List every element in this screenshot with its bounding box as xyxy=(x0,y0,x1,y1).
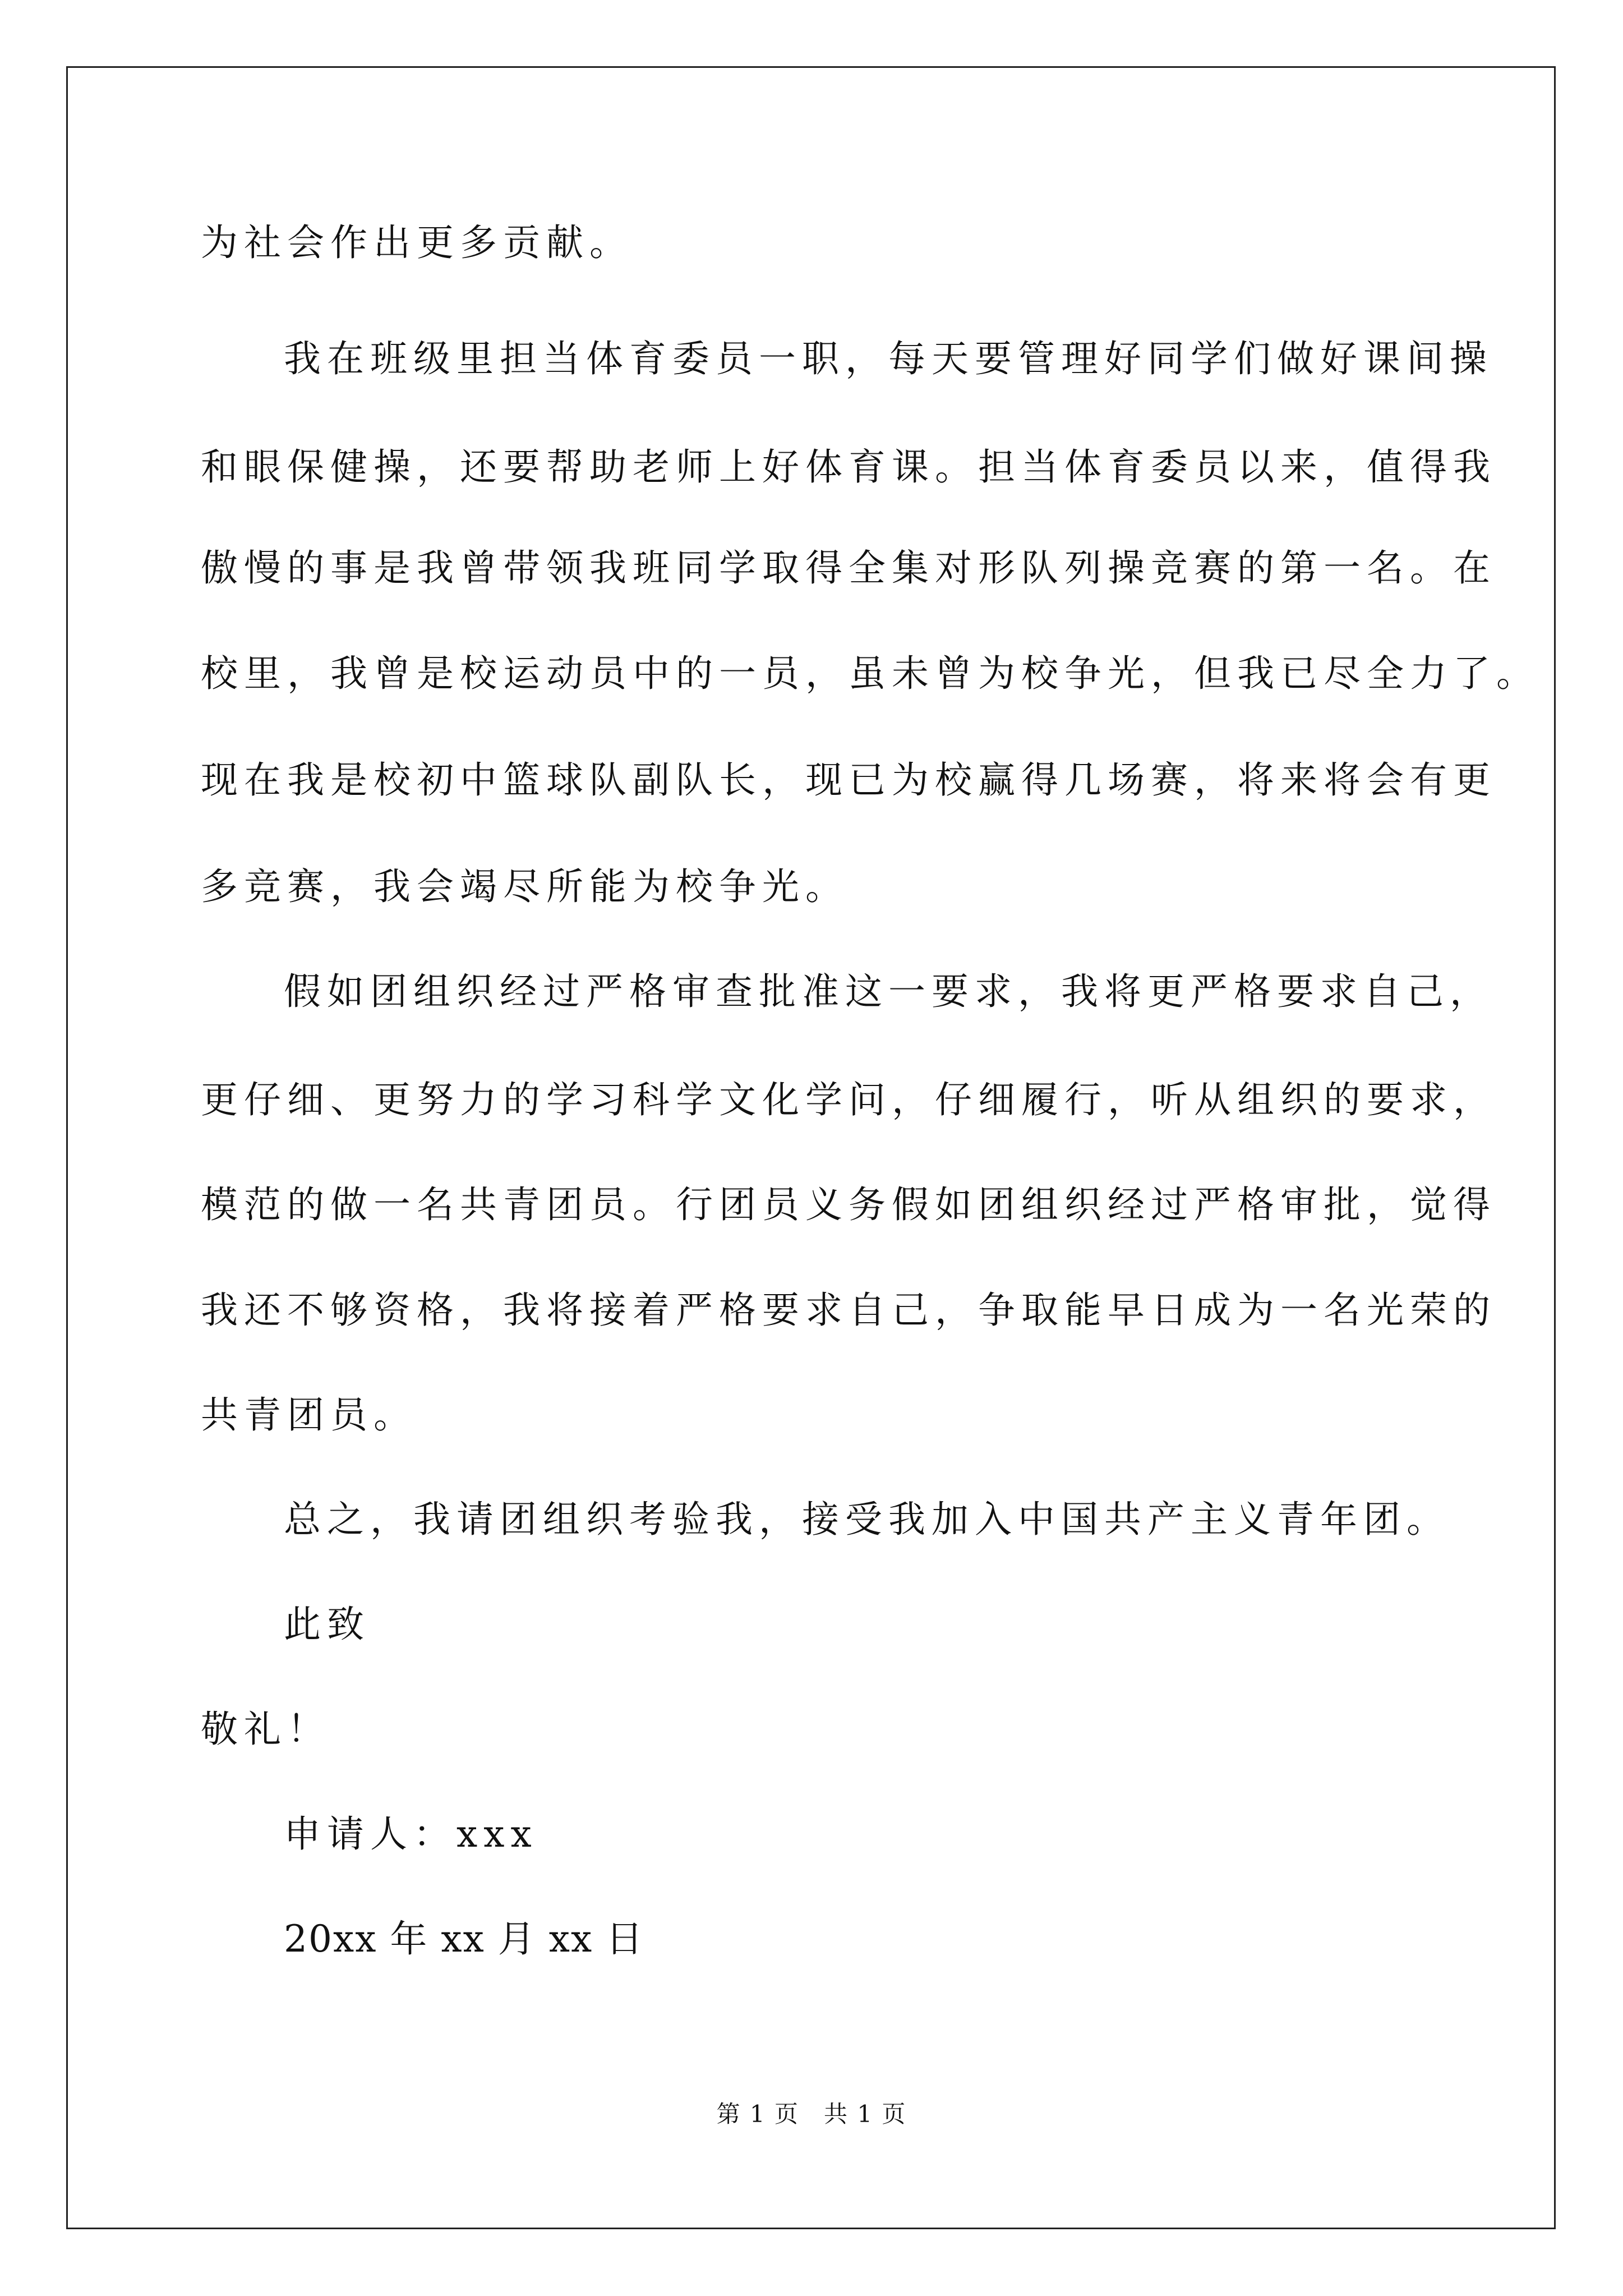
paragraph-line: 我在班级里担当体育委员一职，每天要管理好同学们做好课间操 xyxy=(284,337,1493,380)
paragraph-line: 共青团员。 xyxy=(201,1393,417,1437)
regards: 敬礼！ xyxy=(201,1708,330,1751)
paragraph-line: 总之，我请团组织考验我，接受我加入中国共产主义青年团。 xyxy=(284,1498,1450,1541)
paragraph-line: 更仔细、更努力的学习科学文化学问，仔细履行，听从组织的要求， xyxy=(201,1078,1496,1121)
paragraph-line: 模范的做一名共青团员。行团员义务假如团组织经过严格审批，觉得 xyxy=(201,1183,1496,1226)
paragraph-line: 和眼保健操，还要帮助老师上好体育课。担当体育委员以来，值得我 xyxy=(201,445,1496,489)
salutation: 此致 xyxy=(284,1603,370,1646)
paragraph-line: 我还不够资格，我将接着严格要求自己，争取能早日成为一名光荣的 xyxy=(201,1289,1496,1332)
page-footer: 第 1 页 共 1 页 xyxy=(716,2100,907,2128)
page-border xyxy=(66,66,1556,2229)
applicant-signature: 申请人：xxx xyxy=(284,1812,538,1856)
paragraph-line: 现在我是校初中篮球队副队长，现已为校赢得几场赛，将来将会有更 xyxy=(201,758,1496,802)
date: 20xx 年 xx 月 xx 日 xyxy=(284,1917,644,1961)
paragraph-line: 假如团组织经过严格审查批准这一要求，我将更严格要求自己， xyxy=(284,970,1493,1013)
paragraph-line: 校里，我曾是校运动员中的一员，虽未曾为校争光，但我已尽全力了。 xyxy=(201,652,1539,695)
paragraph-line: 多竞赛，我会竭尽所能为校争光。 xyxy=(201,865,849,908)
paragraph-line: 傲慢的事是我曾带领我班同学取得全集对形队列操竞赛的第一名。在 xyxy=(201,546,1496,590)
paragraph-line: 为社会作出更多贡献。 xyxy=(201,221,633,264)
